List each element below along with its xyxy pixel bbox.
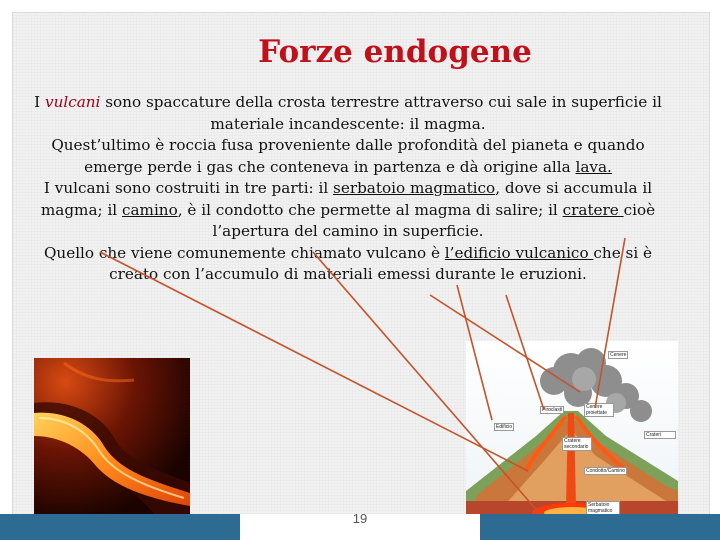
text-run: cioè l’apertura del camino in superficie. bbox=[212, 200, 656, 240]
text-run: che si è creato con l’accumulo di materiali emessi durante le eruzioni. bbox=[109, 243, 652, 283]
label-cratere: Cratere secondario bbox=[562, 437, 592, 451]
term-vulcani: vulcani bbox=[45, 93, 101, 111]
slide-body bbox=[20, 92, 676, 286]
label-cenere: Cenere proiettate bbox=[584, 403, 614, 417]
term-cratere: cratere bbox=[562, 200, 624, 219]
term-camino: camino bbox=[121, 200, 178, 219]
text-run: I vulcani sono costruiti in tre parti: il bbox=[43, 179, 334, 197]
label-edificio: Edificio bbox=[496, 424, 513, 430]
volcano-diagram bbox=[466, 341, 678, 526]
text-run: Quello che viene comunemente chiamato vulcano è bbox=[43, 243, 445, 262]
paragraph-parts bbox=[20, 178, 676, 243]
label-ceneri: Cenere bbox=[610, 352, 627, 358]
paragraph-edificio bbox=[20, 243, 676, 286]
term-edificio: l’edificio vulcanico bbox=[444, 243, 594, 262]
term-lava: lava. bbox=[575, 157, 612, 176]
lava-flow-image bbox=[34, 358, 190, 514]
text-run: I bbox=[34, 93, 45, 111]
page-number: 19 bbox=[352, 511, 368, 526]
text-run: Quest’ultimo è roccia fusa proveniente dalle profondità del pianeta e quando emerge perde i gas che conteneva in partenza e dà origine alla bbox=[51, 136, 645, 176]
text-run: , è il condotto che permette al magma di salire; il bbox=[177, 200, 563, 219]
paragraph-magma bbox=[20, 135, 676, 178]
label-camino: Condotto/Camino bbox=[586, 468, 625, 474]
text-run: sono spaccature della crosta terrestre attraverso cui sale in superficie il materiale incandescente: il magma. bbox=[100, 93, 662, 133]
text-run: , dove si accumula il magma; il bbox=[40, 179, 653, 219]
label-crateri: Crateri bbox=[644, 431, 676, 439]
paragraph-vulcani bbox=[20, 92, 676, 135]
lava-photo bbox=[34, 358, 190, 514]
label-serbatoio: Serbatoio magmatico bbox=[586, 501, 620, 515]
label-piroclasti: Piroclasti bbox=[542, 407, 563, 413]
term-serbatoio: serbatoio magmatico bbox=[333, 179, 496, 197]
slide-title: Forze endogene bbox=[258, 34, 532, 70]
